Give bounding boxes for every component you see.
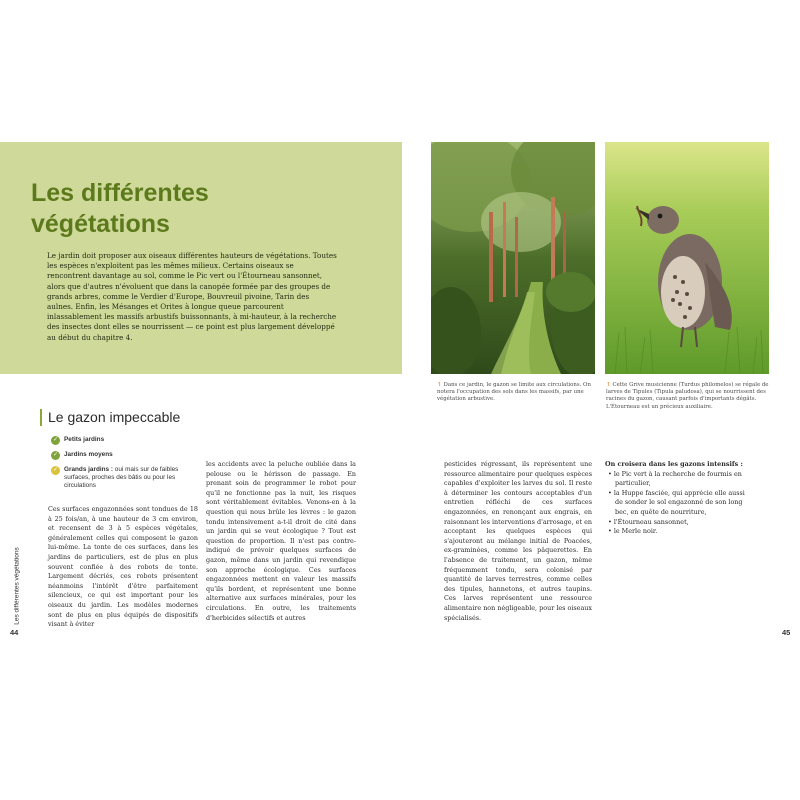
body-column-3: pesticides régressant, ils représentent une ressource alimentaire pour quelques espèces capables d'exploiter les larves du sol. Il reste à déterminer les contours acceptables d'un entretien réfléchi de ces surfaces engazonnées, en renonçant aux engrais, en raisonnant les interventions d'arrosage, et en acceptant les quelques espèces qui s'ajouteront au mélange initial de Poacées, ex-graminées, comme les pâquerettes. En l'absence de traitement, un gazon, même fréquemment tondu, sera colonisé par quantité de larves terrestres, comme celles des tipules, hannetons, et autres taupins. Ces larves représentent une ressource alimentaire non négligeable, pour les oiseaux spécialisés. xyxy=(444,460,592,622)
running-head xyxy=(12,538,22,634)
list-item: • le Merle noir. xyxy=(615,527,750,537)
caption-arrow-icon: ↑ xyxy=(606,382,611,388)
caption-arrow-icon: ↑ xyxy=(437,382,442,388)
check-icon: ✓ xyxy=(52,437,59,443)
page-number-left: 44 xyxy=(10,628,19,637)
legend-item xyxy=(51,451,201,460)
title-line-1: Les différentes xyxy=(31,179,209,207)
thrush-caption-text: Cette Grive musicienne (Turdus philomelos) se régale de larves de Tipules (Tipula paludosa), qui se nourrissent des racines du gazon, causant parfois d'importants dégâts. L'Étourneau est un précieux auxiliaire. xyxy=(606,382,769,410)
body-column-4 xyxy=(605,460,750,537)
legend-item xyxy=(51,436,201,445)
section-title: Le gazon impeccable xyxy=(40,409,180,426)
garden-caption-text: Dans ce jardin, le gazon se limite aux circulations. On notera l'occupation des sols dans les massifs, par une végétation arbustive. xyxy=(437,382,591,403)
garden-size-legend xyxy=(51,436,201,496)
intro-paragraph: Le jardin doit proposer aux oiseaux différentes hauteurs de végétations. Toutes les espèces n'exploitent pas les mêmes milieux. Certains oiseaux se rencontrent davantage au sol, comme le Pic vert ou l'Étourneau sansonnet, alors que d'autres n'évoluent que dans la canopée formée par des groupes de grands arbres, comme le Verdier d'Europe, Bouvreuil pivoine, Tarin des aulnes. Enfin, les Mésanges et Orites à longue queue parcourent inlassablement les massifs arbustifs buissonnants, à mi-hauteur, à la recherche des insectes dont elles se nourrissent — ce point est plus largement développé au début du chapitre 4. xyxy=(47,251,337,342)
check-icon: ✓ xyxy=(52,467,59,473)
list-item: • l'Étourneau sansonnet, xyxy=(615,518,750,528)
body-column-2: les accidents avec la peluche oubliée dans la pelouse ou le hérisson de passage. En prenant soin de programmer le robot pour qu'il ne fonctionne pas la nuit, les risques sont véritablement évitables. Venons-en à la question qui nous brûle les lèvres : le gazon tondu intensivement a-t-il droit de cité dans un jardin qui se veut écologique ? Tout est question de proportion. Il n'est pas contre-indiqué de prévoir quelques surfaces de gazon, même dans un jardin qui revendique son approche écologique. Ces surfaces engazonnées mettent en valeur les massifs qu'ils bordent, et représentent une bonne alternative aux surfaces minérales, pour les circulations. En outre, les traitements d'herbicides sélectifs et autres xyxy=(206,460,356,622)
left-page xyxy=(0,140,400,650)
legend-label: Jardins moyens xyxy=(64,451,113,458)
title-line-2: végétations xyxy=(31,210,170,238)
legend-label: Petits jardins xyxy=(64,436,105,443)
header-block xyxy=(0,142,402,374)
check-icon: ✓ xyxy=(52,452,59,458)
body-column-1: Ces surfaces engazonnées sont tondues de 18 à 25 fois/an, à une hauteur de 3 cm environ, et recensent de 3 à 5 espèces végétales, généralement celles qui composent le gazon lui-même. La tonte de ces surfaces, dans les jardins de particuliers, est de plus en plus souvent confiée à des robots de tonte. Largement décriés, ces robots présentent néanmoins l'intérêt d'être parfaitement silencieux, ce qui est important pour les oiseaux du jardin. Les modèles modernes sont de plus en plus équipés de dispositifs visant à éviter xyxy=(48,505,198,629)
legend-label: Grands jardins : xyxy=(64,466,114,473)
list-item: • la Huppe fasciée, qui apprécie elle aussi de sonder le sol engazonné de son long bec, en quête de nourriture, xyxy=(615,489,750,518)
list-item: • le Pic vert à la recherche de fourmis en particulier, xyxy=(615,470,750,489)
running-head-text: Les différentes végétations xyxy=(13,547,21,625)
legend-text: oui mais sur de faibles surfaces, proches des bâtis ou pour les circulations xyxy=(64,466,179,489)
page-number-right: 45 xyxy=(782,628,791,637)
column-4-lead: On croisera dans les gazons intensifs : xyxy=(605,460,743,468)
bird-list xyxy=(605,470,750,537)
page-title xyxy=(31,178,391,240)
legend-item xyxy=(51,466,201,490)
